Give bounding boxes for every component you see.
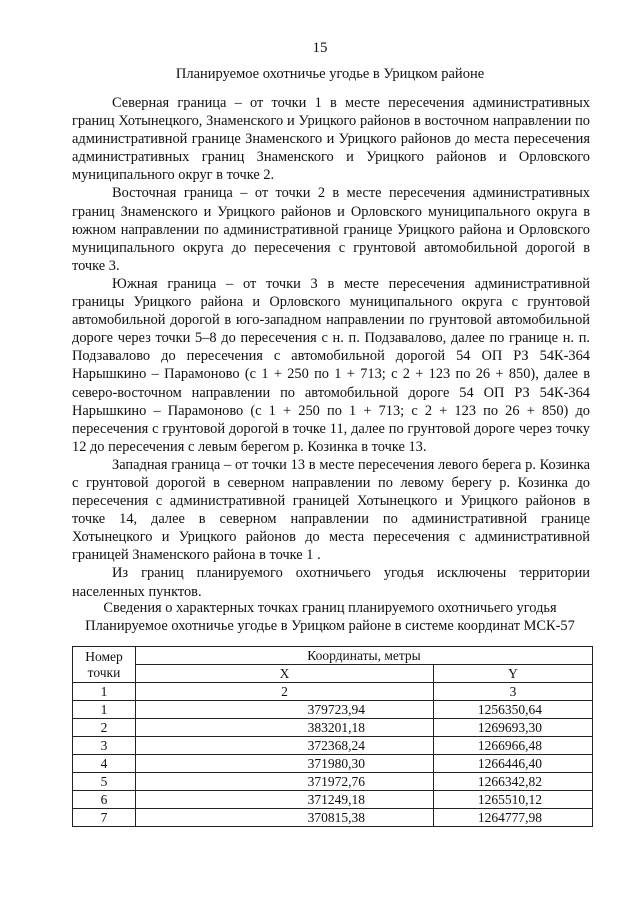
column-number: 1 <box>73 683 136 701</box>
coordinate-y: 1265510,12 <box>434 791 593 809</box>
table-row <box>73 701 593 719</box>
table-row <box>73 737 593 755</box>
table-row <box>73 791 593 809</box>
header-y: Y <box>434 665 593 683</box>
coordinates-table <box>72 646 593 827</box>
header-point-line-1: Номер <box>85 648 123 664</box>
page-number: 15 <box>312 40 328 56</box>
table-row <box>73 719 593 737</box>
coordinate-x: 371249,18 <box>136 791 434 809</box>
coordinate-x: 371972,76 <box>136 773 434 791</box>
exclusion-paragraph: Из границ планируемого охотничьего угодья исключены территории населенных пунктов. <box>72 565 590 600</box>
coordinate-y: 1256350,64 <box>434 701 593 719</box>
point-number: 7 <box>73 809 136 827</box>
header-x: X <box>136 665 434 683</box>
coordinate-x: 372368,24 <box>136 737 434 755</box>
point-number: 1 <box>73 701 136 719</box>
table-subheader-row <box>73 665 593 683</box>
header-point-number <box>73 647 136 683</box>
south-boundary-paragraph: Южная граница – от точки 3 в месте пересечения административной границы Урицкого района и Орловского муниципального округа с грунтовой автомобильной дорогой в юго-западном направлении по грунтовой автомобильной дороге через точки 5–8 до пересечения с н. п. Подзавалово, далее по границе н. п. Подзавалово до пересечения с автомобильной дорогой 54 ОП РЗ 54К-364 Нарышкино – Парамоново (с 1 + 250 по 1 + 713; с 2 + 123 по 26 + 850), далее в северо-восточном направлении по автомобильной дороге 54 ОП РЗ 54К-364 Нарышкино – Парамоново (с 1 + 250 по 1 + 713; с 2 + 123 по 26 + 850) до пересечения с грунтовой дорогой в точке 11, далее по грунтовой дороге через точку 12 до пересечения с левым берегом р. Козинка в точке 13. <box>72 275 590 455</box>
coordinate-y: 1264777,98 <box>434 809 593 827</box>
point-number: 4 <box>73 755 136 773</box>
point-number: 6 <box>73 791 136 809</box>
table-caption-line-1: Сведения о характерных точках границ планируемого охотничьего угодья <box>103 600 557 616</box>
coordinate-y: 1266446,40 <box>434 755 593 773</box>
coordinate-x: 371980,30 <box>136 755 434 773</box>
boundary-description <box>72 94 590 601</box>
column-number: 3 <box>434 683 593 701</box>
point-number: 2 <box>73 719 136 737</box>
table-header-row <box>73 647 593 665</box>
table-caption-line-2: Планируемое охотничье угодье в Урицком районе в системе координат МСК-57 <box>85 618 575 634</box>
table-caption <box>60 599 600 635</box>
coordinate-x: 379723,94 <box>136 701 434 719</box>
page-title: Планируемое охотничье угодье в Урицком районе <box>175 66 485 82</box>
coordinate-x: 383201,18 <box>136 719 434 737</box>
header-coordinates: Координаты, метры <box>136 647 593 665</box>
column-number-row <box>73 683 593 701</box>
table-row <box>73 809 593 827</box>
coordinate-y: 1266966,48 <box>434 737 593 755</box>
east-boundary-paragraph: Восточная граница – от точки 2 в месте пересечения административных границ Знаменского и Урицкого районов и Орловского муниципального округа в южном направлении по административной границе Урицкого района и Орловского муниципального округа до пересечения с грунтовой автомобильной дорогой в точке 3. <box>72 185 590 274</box>
coordinate-x: 370815,38 <box>136 809 434 827</box>
coordinate-y: 1269693,30 <box>434 719 593 737</box>
north-boundary-paragraph: Северная граница – от точки 1 в месте пересечения административных границ Хотынецкого, Знаменского и Урицкого районов в восточном направлении по административной границе Знаменского и Урицкого районов до места пересечения административных границ Знаменского и Урицкого районов и Орловского муниципального округ в точке 2. <box>72 95 590 184</box>
table-row <box>73 755 593 773</box>
point-number: 5 <box>73 773 136 791</box>
header-point-line-2: точки <box>87 664 121 680</box>
west-boundary-paragraph: Западная граница – от точки 13 в месте пересечения левого берега р. Козинка с грунтовой дорогой в северном направлении по левому берегу р. Козинка до пересечения с административной границей Хотынецкого и Урицкого районов в точке 14, далее в северном направлении по административной границе Хотынецкого и Урицкого районов до места пересечения с административной границей Знаменского района в точке 1 . <box>72 456 590 564</box>
column-number: 2 <box>136 683 434 701</box>
table-row <box>73 773 593 791</box>
point-number: 3 <box>73 737 136 755</box>
coordinate-y: 1266342,82 <box>434 773 593 791</box>
